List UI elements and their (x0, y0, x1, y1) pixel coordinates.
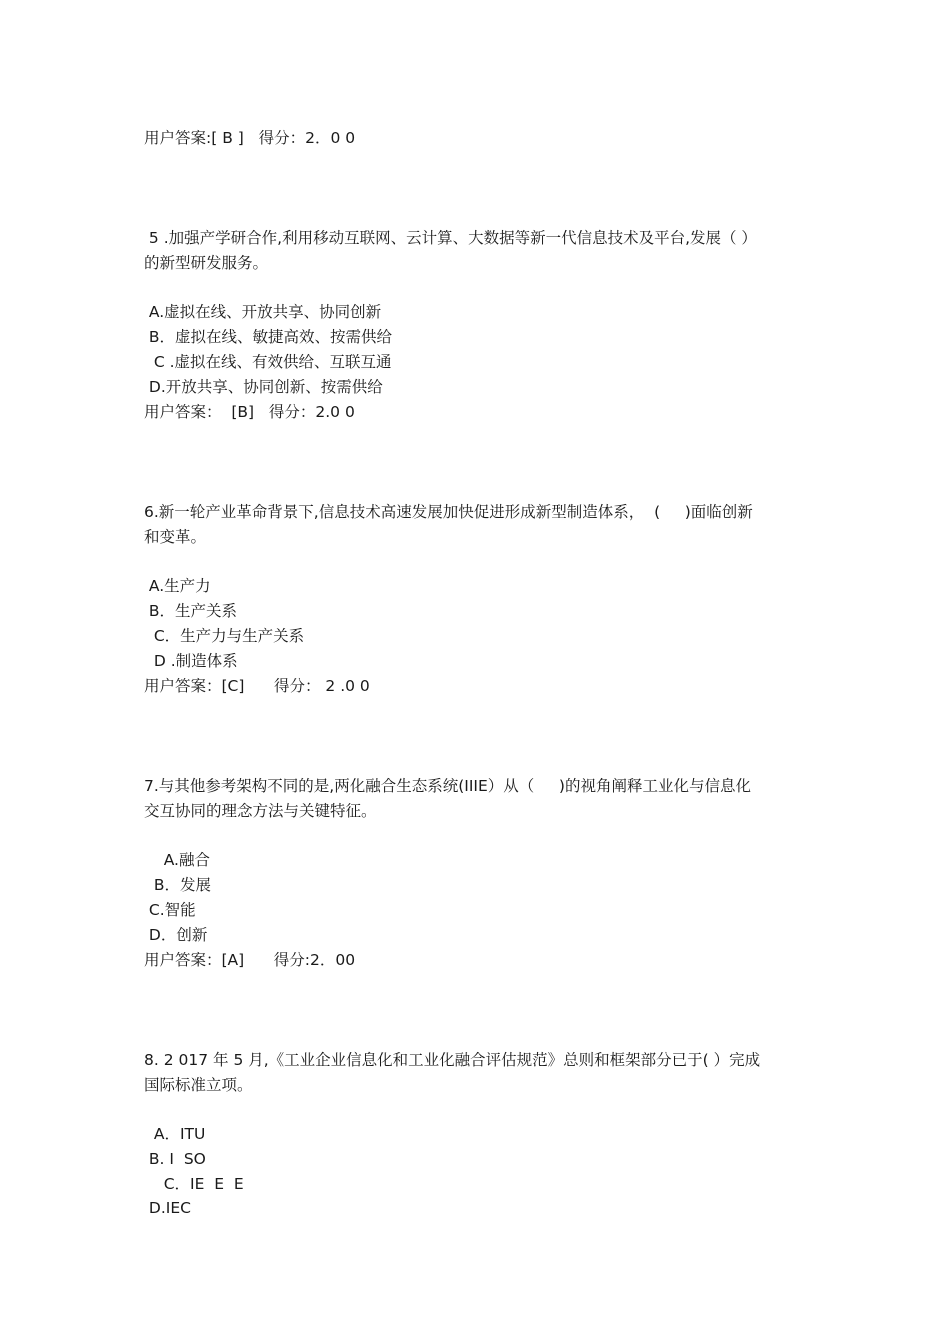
option-c: C.智能 (144, 901, 196, 919)
option-a: A．ITU (144, 1125, 206, 1143)
question-stem-line: 6.新一轮产业革命背景下,信息技术高速发展加快促进形成新型制造体系， ( )面临创新 (144, 503, 753, 521)
option-d: D.IEC (144, 1199, 191, 1217)
question-stem-line: 5 .加强产学研合作,利用移动互联网、云计算、大数据等新一代信息技术及平台,发展（ ） (144, 229, 757, 247)
user-answer: 用户答案： [B] 得分：2.0 0 (144, 403, 355, 421)
question-stem-line: 的新型研发服务。 (144, 254, 269, 272)
user-answer: 用户答案：[C] 得分： 2 .0 0 (144, 677, 370, 695)
user-answer: 用户答案：[A] 得分:2．00 (144, 951, 356, 969)
option-b: B．虚拟在线、敏捷高效、按需供给 (144, 328, 393, 346)
question-stem-line: 国际标准立项。 (144, 1076, 253, 1094)
option-a: A.虚拟在线、开放共享、协同创新 (144, 303, 382, 321)
option-b: B. I SO (144, 1150, 206, 1168)
option-a: A.融合 (144, 851, 210, 869)
option-d: D .制造体系 (144, 652, 238, 670)
option-b: B．生产关系 (144, 602, 238, 620)
question-stem-line: 和变革。 (144, 528, 207, 546)
option-d: D.开放共享、协同创新、按需供给 (144, 378, 383, 396)
question-stem-line: 7.与其他参考架构不同的是,两化融合生态系统(IIIE）从（ )的视角阐释工业化与信息化 (144, 777, 751, 795)
answer-line-prev: 用户答案:[ B ] 得分：2．0 0 (144, 129, 356, 147)
option-d: D．创新 (144, 926, 208, 944)
option-c: C．IE E E (144, 1175, 244, 1193)
option-a: A.生产力 (144, 577, 211, 595)
option-c: C．生产力与生产关系 (144, 627, 305, 645)
option-c: C .虚拟在线、有效供给、互联互通 (144, 353, 392, 371)
question-stem-line: 交互协同的理念方法与关键特征。 (144, 802, 377, 820)
question-stem-line: 8. 2 017 年 5 月,《工业企业信息化和工业化融合评估规范》总则和框架部分已于( ）完成 (144, 1051, 761, 1069)
option-b: B．发展 (144, 876, 211, 894)
